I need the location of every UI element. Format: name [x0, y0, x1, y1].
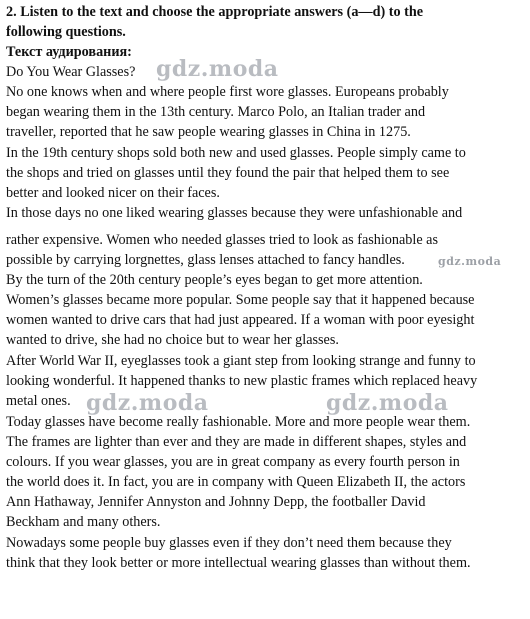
text-line: better and looked nicer on their faces.	[6, 185, 220, 201]
watermark: gdz.moda	[438, 255, 502, 268]
text-line: In those days no one liked wearing glasses because they were unfashionable and	[6, 205, 463, 221]
text-line: began wearing them in the 13th century. Marco Polo, an Italian trader and	[6, 104, 426, 120]
text-line: The frames are lighter than ever and they are made in different shapes, styles and	[6, 434, 467, 450]
text-line: Beckham and many others.	[6, 514, 161, 530]
text-line: Women’s glasses became more popular. Some people say that it happened because	[6, 292, 475, 308]
text-line: possible by carrying lorgnettes, glass lenses attached to fancy handles.	[6, 252, 405, 268]
text-title: Do You Wear Glasses?	[6, 64, 136, 80]
text-line: Today glasses have become really fashionable. More and more people wear them.	[6, 414, 471, 430]
text-line: traveller, reported that he saw people wearing glasses in China in 1275.	[6, 124, 411, 140]
text-line: Nowadays some people buy glasses even if they don’t need them because they	[6, 535, 452, 551]
transcript-label: Текст аудирования:	[6, 44, 132, 60]
text-line: After World War II, eyeglasses took a giant step from looking strange and funny to	[6, 353, 476, 369]
text-line: rather expensive. Women who needed glasses tried to look as fashionable as	[6, 232, 438, 248]
text-line: women wanted to drive cars that had just appeared. If a woman with poor eyesight	[6, 312, 475, 328]
watermark: gdz.moda	[326, 390, 449, 416]
watermark: gdz.moda	[86, 390, 209, 416]
text-line: the shops and tried on glasses until they found the pair that helped them to see	[6, 165, 450, 181]
text-line: By the turn of the 20th century people’s eyes began to get more attention.	[6, 272, 423, 288]
text-line: Ann Hathaway, Jennifer Annyston and Johnny Depp, the footballer David	[6, 494, 426, 510]
text-line: In the 19th century shops sold both new and used glasses. People simply came to	[6, 145, 466, 161]
text-line: looking wonderful. It happened thanks to new plastic frames which replaced heavy	[6, 373, 478, 389]
task-heading-line-2: following questions.	[6, 24, 126, 40]
watermark: gdz.moda	[156, 56, 279, 82]
task-heading-line-1: 2. Listen to the text and choose the appropriate answers (a—d) to the	[6, 4, 424, 20]
text-line: colours. If you wear glasses, you are in great company as every fourth person in	[6, 454, 460, 470]
text-line: the world does it. In fact, you are in company with Queen Elizabeth II, the actors	[6, 474, 466, 490]
text-line: No one knows when and where people first wore glasses. Europeans probably	[6, 84, 449, 100]
text-line: think that they look better or more intellectual wearing glasses than without them.	[6, 555, 471, 571]
text-line: wanted to drive, she had no choice but to wear her glasses.	[6, 332, 339, 348]
text-line: metal ones.	[6, 393, 71, 409]
